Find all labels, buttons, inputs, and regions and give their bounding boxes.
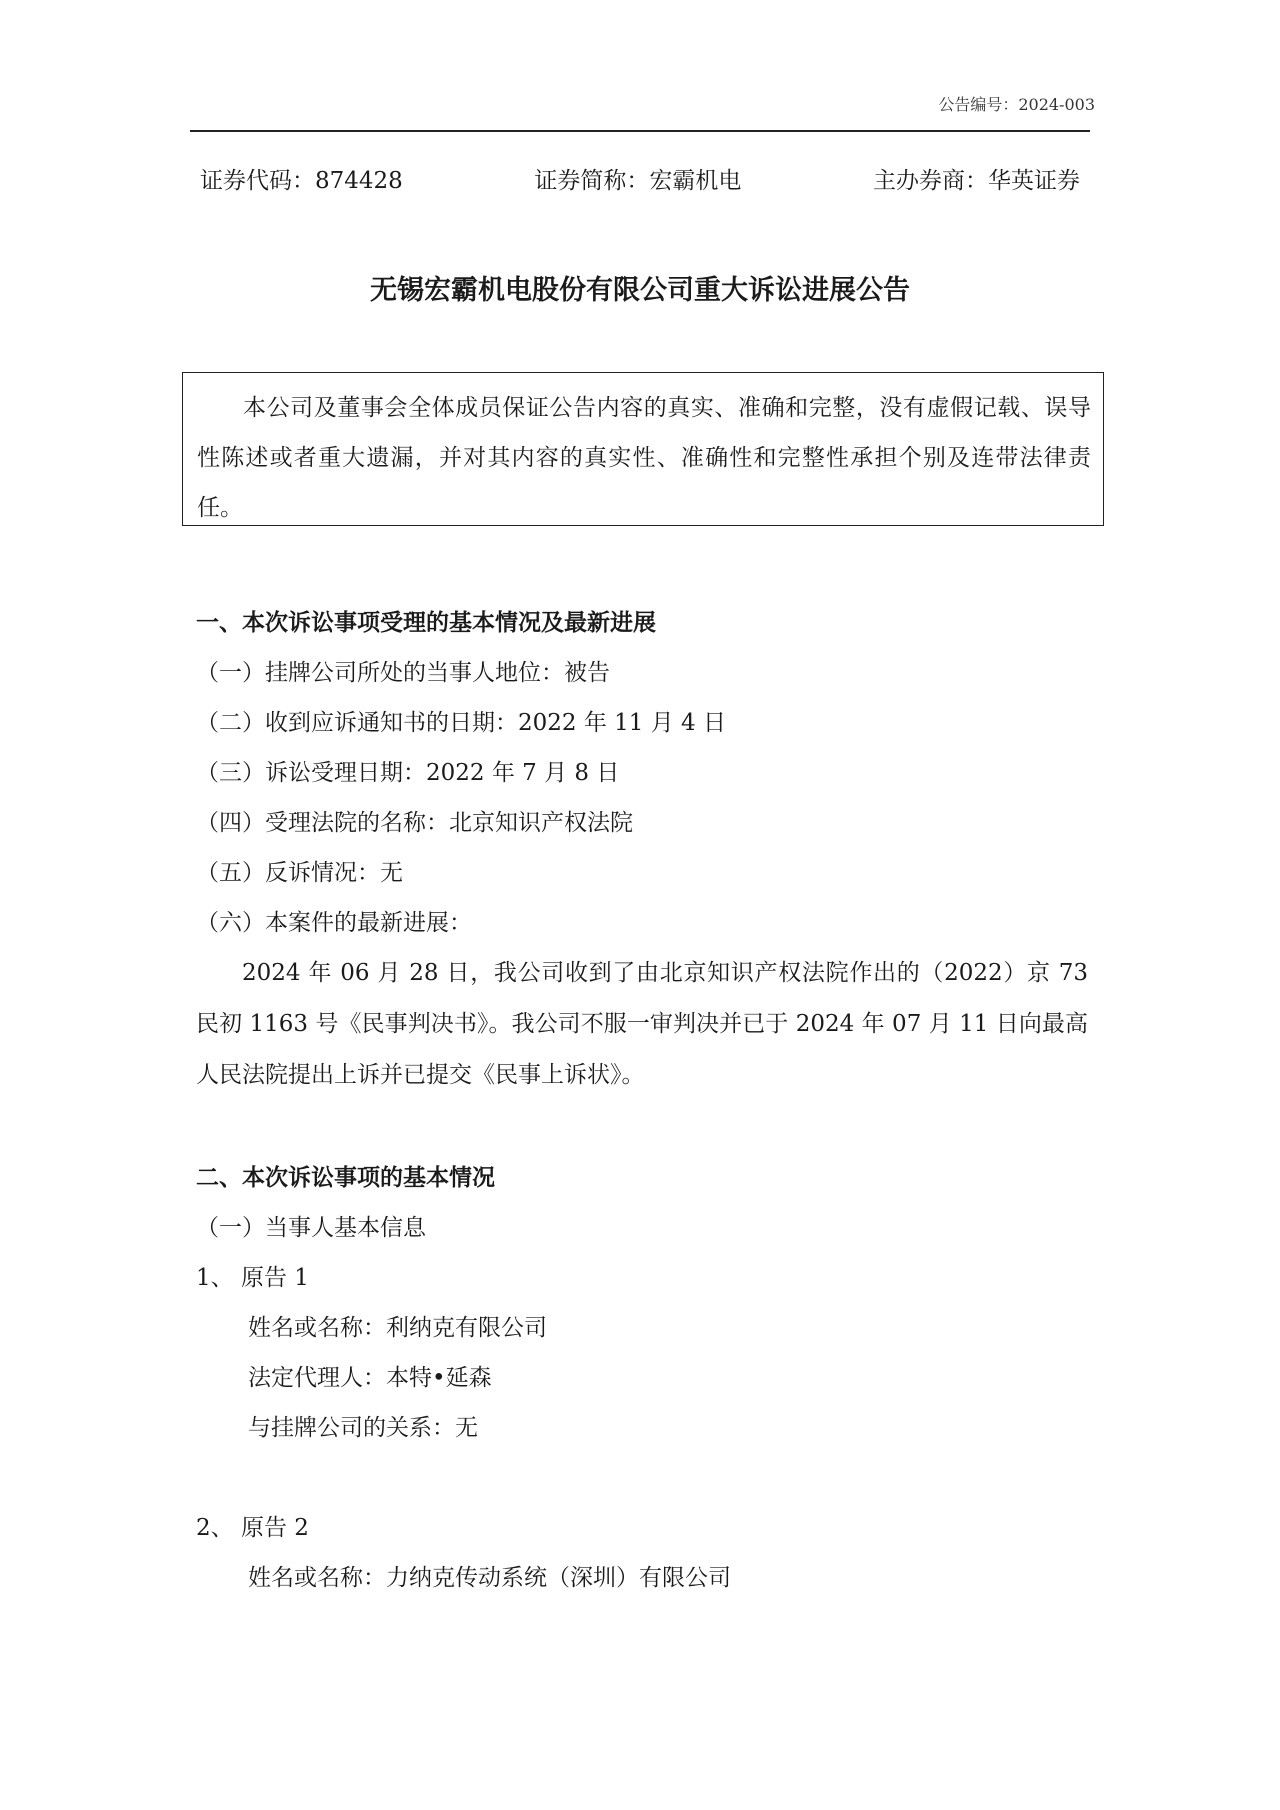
security-code: 证券代码：874428	[200, 168, 403, 194]
section1-item: （三）诉讼受理日期：2022 年 7 月 8 日	[196, 760, 620, 786]
section1-item: （六）本案件的最新进展：	[196, 910, 472, 936]
document-body	[196, 598, 1088, 1603]
spacer	[196, 1453, 1088, 1503]
section1-heading: 一、本次诉讼事项受理的基本情况及最新进展	[196, 609, 656, 636]
spacer	[196, 1101, 1088, 1153]
plaintiff1-name: 姓名或名称：利纳克有限公司	[248, 1315, 547, 1341]
plaintiff1-relation: 与挂牌公司的关系：无	[248, 1415, 478, 1441]
section1-item: （四）受理法院的名称：北京知识产权法院	[196, 810, 633, 836]
sponsor-broker: 主办券商：华英证券	[873, 168, 1080, 194]
plaintiff2-label: 2、 原告 2	[196, 1515, 309, 1541]
section1-item: （二）收到应诉通知书的日期：2022 年 11 月 4 日	[196, 710, 726, 736]
section1-item: （一）挂牌公司所处的当事人地位：被告	[196, 660, 610, 686]
header-divider	[190, 130, 1090, 132]
plaintiff1-legal-rep: 法定代理人：本特•延森	[248, 1365, 492, 1391]
announcement-number: 公告编号：2024-003	[938, 95, 1095, 114]
security-abbreviation: 证券简称：宏霸机电	[534, 168, 742, 194]
plaintiff2-name: 姓名或名称：力纳克传动系统（深圳）有限公司	[248, 1565, 731, 1591]
section2-heading: 二、本次诉讼事项的基本情况	[196, 1164, 495, 1191]
document-title: 无锡宏霸机电股份有限公司重大诉讼进展公告	[370, 275, 910, 306]
section1-item: （五）反诉情况：无	[196, 860, 403, 886]
progress-paragraph: 2024 年 06 月 28 日，我公司收到了由北京知识产权法院作出的（2022）京 73 民初 1163 号《民事判决书》。我公司不服一审判决并已于 2024 年 07 月 11 日向最高人民法院提出上诉并已提交《民事上诉状》。	[196, 960, 1088, 1088]
security-info-row	[200, 162, 1080, 195]
section2-subheading: （一）当事人基本信息	[196, 1215, 426, 1241]
plaintiff1-label: 1、 原告 1	[196, 1265, 309, 1291]
disclaimer-box: 本公司及董事会全体成员保证公告内容的真实、准确和完整，没有虚假记载、误导性陈述或者重大遗漏，并对其内容的真实性、准确性和完整性承担个别及连带法律责任。	[182, 372, 1104, 526]
